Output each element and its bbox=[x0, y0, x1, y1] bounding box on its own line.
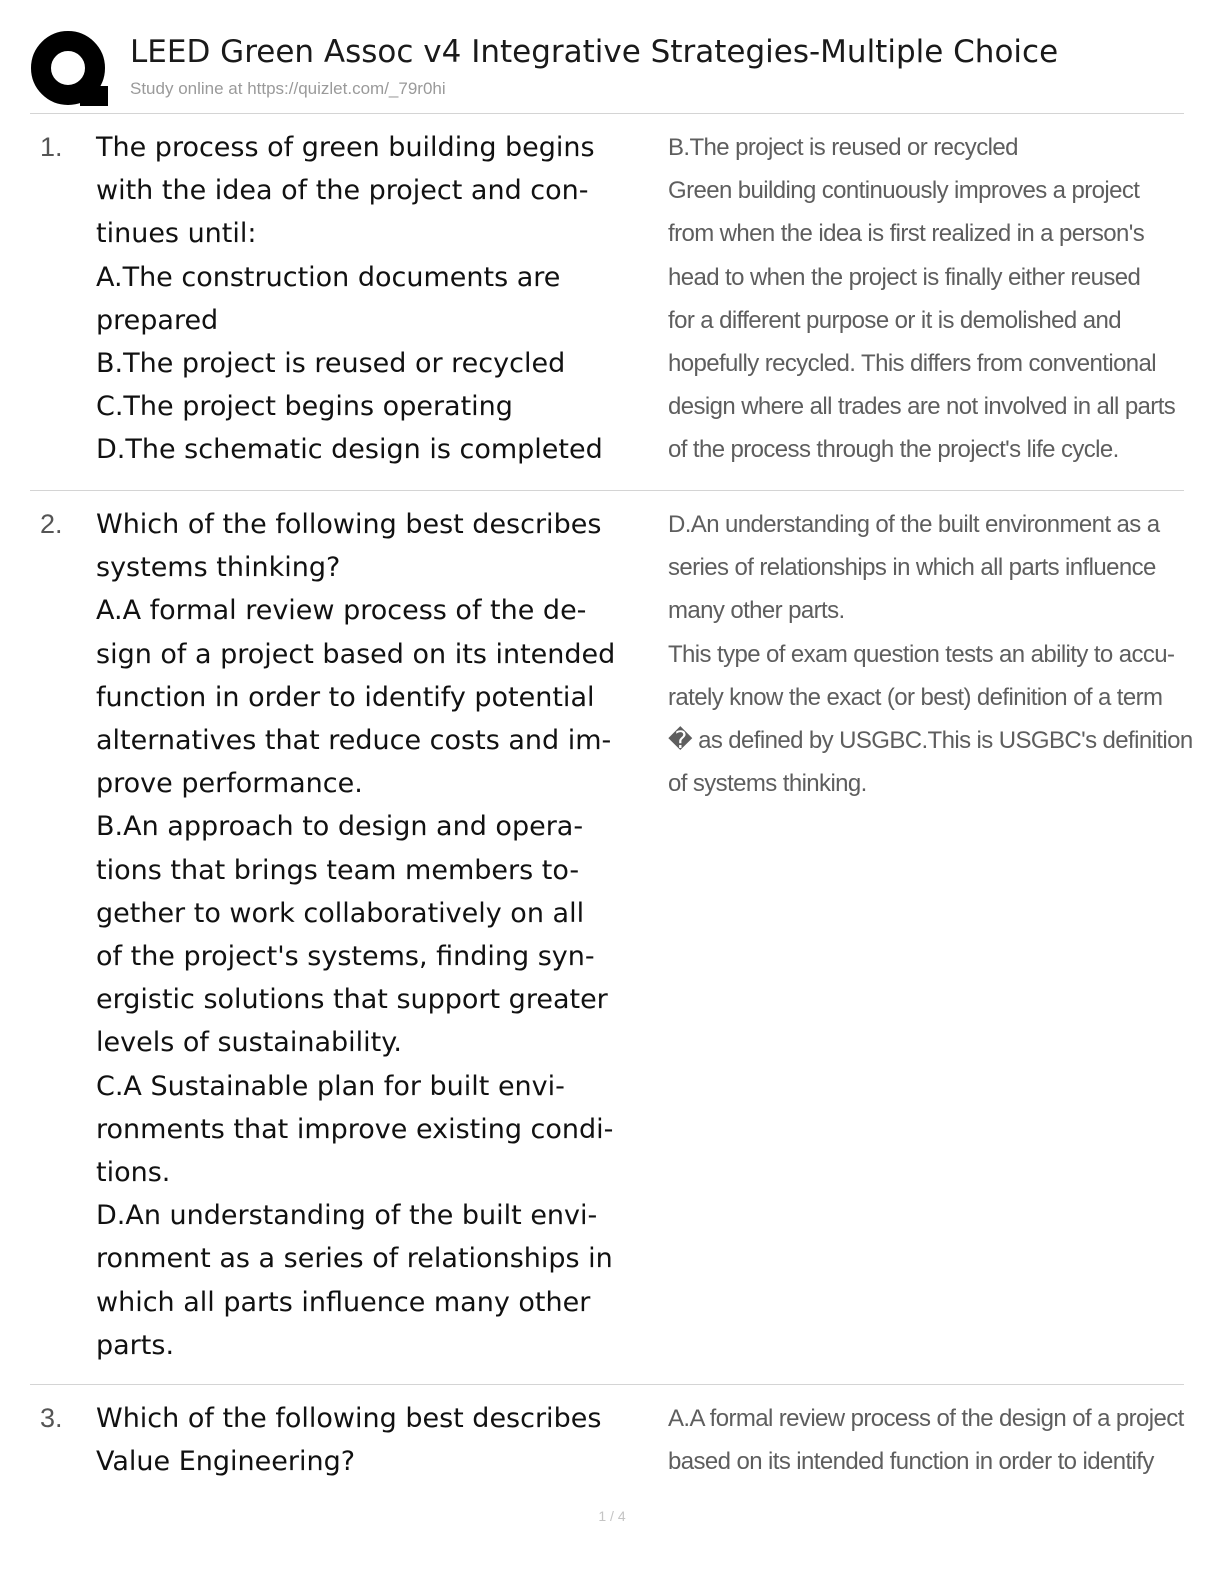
answer-line: head to when the project is finally either reused bbox=[668, 263, 1141, 291]
answer-line: A.A formal review process of the design of a project bbox=[668, 1405, 1184, 1432]
answer-line: � as defined by USGBC.This is USGBC's definition bbox=[668, 727, 1193, 755]
prompt-line: D.The schematic design is completed bbox=[96, 434, 603, 466]
answer-line: rately know the exact (or best) definition of a term bbox=[668, 683, 1163, 711]
prompt-line: Value Engineering? bbox=[96, 1446, 356, 1478]
prompt-line: D.An understanding of the built envi- bbox=[96, 1200, 598, 1232]
prompt-line: B.The project is reused or recycled bbox=[96, 348, 566, 380]
question-number: 3. bbox=[40, 1403, 63, 1433]
answer-line: design where all trades are not involved in all parts bbox=[668, 393, 1176, 421]
divider bbox=[30, 113, 1184, 114]
prompt-line: B.An approach to design and opera- bbox=[96, 811, 584, 843]
question-answer bbox=[668, 126, 1176, 472]
answer-line: This type of exam question tests an ability to accu- bbox=[668, 640, 1175, 668]
answer-line: of the process through the project's life cycle. bbox=[668, 436, 1119, 464]
prompt-line: C.A Sustainable plan for built envi- bbox=[96, 1070, 565, 1102]
quizlet-logo-icon bbox=[30, 30, 110, 110]
prompt-line: tions that brings team members to- bbox=[96, 854, 580, 886]
page-header bbox=[30, 26, 1190, 116]
prompt-line: The process of green building begins bbox=[96, 132, 595, 163]
question-prompt bbox=[96, 1397, 666, 1483]
prompt-line: ronment as a series of relationships in bbox=[96, 1243, 613, 1275]
answer-line: series of relationships in which all parts influence bbox=[668, 554, 1156, 582]
prompt-line: tinues until: bbox=[96, 218, 257, 250]
question-prompt bbox=[96, 503, 666, 1367]
document-title: LEED Green Assoc v4 Integrative Strategies-Multiple Choice bbox=[130, 34, 1059, 70]
prompt-line: ronments that improve existing condi- bbox=[96, 1113, 614, 1145]
prompt-line: gether to work collaboratively on all bbox=[96, 897, 585, 929]
prompt-line: which all parts influence many other bbox=[96, 1286, 591, 1318]
answer-line: hopefully recycled. This differs from conventional bbox=[668, 350, 1157, 378]
answer-line: Green building continuously improves a project bbox=[668, 177, 1140, 205]
prompt-line: prepared bbox=[96, 304, 219, 336]
question-answer bbox=[668, 503, 1193, 805]
page-number: 1 / 4 bbox=[598, 1508, 626, 1524]
answer-line: of systems thinking. bbox=[668, 770, 867, 798]
prompt-line: sign of a project based on its intended bbox=[96, 638, 616, 670]
answer-line: for a different purpose or it is demolished and bbox=[668, 306, 1121, 334]
divider bbox=[30, 1384, 1184, 1385]
answer-line: from when the idea is first realized in a person's bbox=[668, 220, 1145, 248]
prompt-line: A.The construction documents are bbox=[96, 261, 561, 293]
prompt-line: of the project's systems, finding syn- bbox=[96, 941, 595, 973]
answer-line: B.The project is reused or recycled bbox=[668, 134, 1018, 161]
prompt-line: function in order to identify potential bbox=[96, 681, 595, 713]
question-answer bbox=[668, 1397, 1184, 1483]
question-number: 1. bbox=[40, 132, 63, 162]
answer-line: many other parts. bbox=[668, 597, 845, 625]
prompt-line: Which of the following best describes bbox=[96, 509, 602, 540]
answer-line: based on its intended function in order to identify bbox=[668, 1448, 1154, 1476]
prompt-line: C.The project begins operating bbox=[96, 391, 513, 423]
prompt-line: alternatives that reduce costs and im- bbox=[96, 725, 612, 757]
prompt-line: with the idea of the project and con- bbox=[96, 175, 589, 207]
prompt-line: ergistic solutions that support greater bbox=[96, 984, 608, 1016]
divider bbox=[30, 490, 1184, 491]
prompt-line: tions. bbox=[96, 1157, 171, 1189]
question-number: 2. bbox=[40, 509, 63, 539]
prompt-line: systems thinking? bbox=[96, 552, 341, 584]
study-online-link[interactable]: Study online at https://quizlet.com/_79r0hi bbox=[130, 79, 446, 98]
prompt-line: A.A formal review process of the de- bbox=[96, 595, 587, 627]
prompt-line: levels of sustainability. bbox=[96, 1027, 402, 1059]
prompt-line: prove performance. bbox=[96, 768, 363, 800]
prompt-line: parts. bbox=[96, 1329, 175, 1361]
question-prompt bbox=[96, 126, 666, 472]
prompt-line: Which of the following best describes bbox=[96, 1403, 602, 1434]
answer-line: D.An understanding of the built environment as a bbox=[668, 511, 1160, 538]
